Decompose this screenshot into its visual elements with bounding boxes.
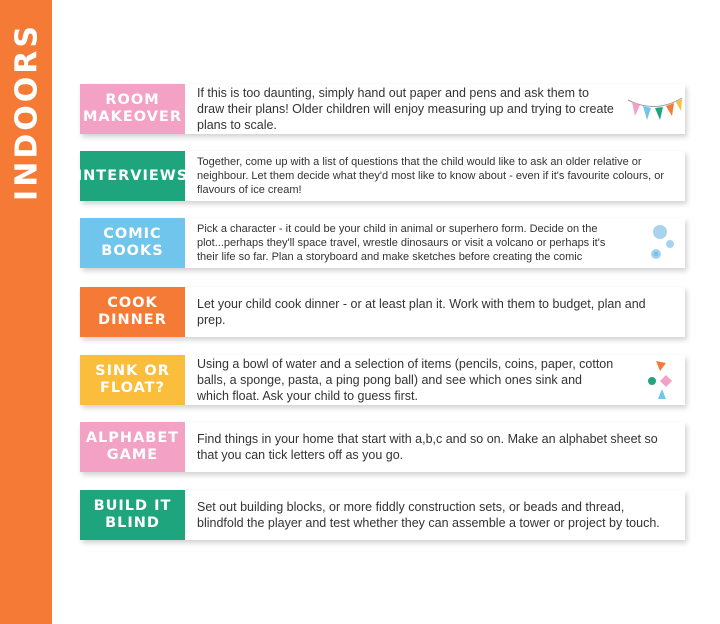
activity-description: Pick a character - it could be your child in animal or superhero form. Decide on the plot...perhaps they'll space travel, wrestle dinosaurs or visit a volcano or perhaps it's their life so far. Plan a storyboard and make sketches before creating the comic (197, 223, 606, 263)
activity-description: If this is too daunting, simply hand out paper and pens and ask them to draw their plans! Older children will enjoy measuring up and trying to create plans to scale. (197, 86, 614, 132)
activity-title: ROOM MAKEOVER (80, 84, 185, 134)
activity-title: SINK OR FLOAT? (80, 355, 185, 405)
activity-title: ALPHABET GAME (80, 422, 185, 472)
activity-card-build-it-blind (80, 490, 685, 540)
page-title: INDOORS (9, 23, 45, 201)
activity-card-comic-books (80, 218, 685, 268)
activity-title: INTERVIEWS (80, 151, 185, 201)
activity-card-alphabet-game (80, 422, 685, 472)
sidebar (0, 0, 52, 624)
activity-card-sink-or-float (80, 355, 685, 405)
activity-description: Let your child cook dinner - or at least plan it. Work with them to budget, plan and prep. (197, 297, 646, 327)
activity-title: COOK DINNER (80, 287, 185, 337)
activity-title: BUILD IT BLIND (80, 490, 185, 540)
bubbles-icon (646, 222, 682, 266)
bunting-icon (626, 94, 684, 126)
activity-card-cook-dinner (80, 287, 685, 337)
activity-title: COMIC BOOKS (80, 218, 185, 268)
activity-description: Find things in your home that start with a,b,c and so on. Make an alphabet sheet so that you can tick letters off as you go. (197, 432, 658, 462)
activity-description: Together, come up with a list of questions that the child would like to ask an older relative or neighbour. Let them decide what they'd most like to know about - even if it's favourite colours, or flavours of ice cream! (197, 156, 665, 196)
activity-card-interviews (76, 151, 685, 201)
activity-description: Set out building blocks, or more fiddly construction sets, or beads and thread, blindfold the player and test whether they can assemble a tower or project by touch. (197, 500, 660, 530)
shapes-icon (646, 359, 680, 403)
activity-description: Using a bowl of water and a selection of items (pencils, coins, paper, cotton balls, a sponge, pasta, a ping pong ball) and see which ones sink and which float. Ask your child to guess first. (197, 357, 614, 403)
activity-card-room-makeover (80, 84, 685, 134)
